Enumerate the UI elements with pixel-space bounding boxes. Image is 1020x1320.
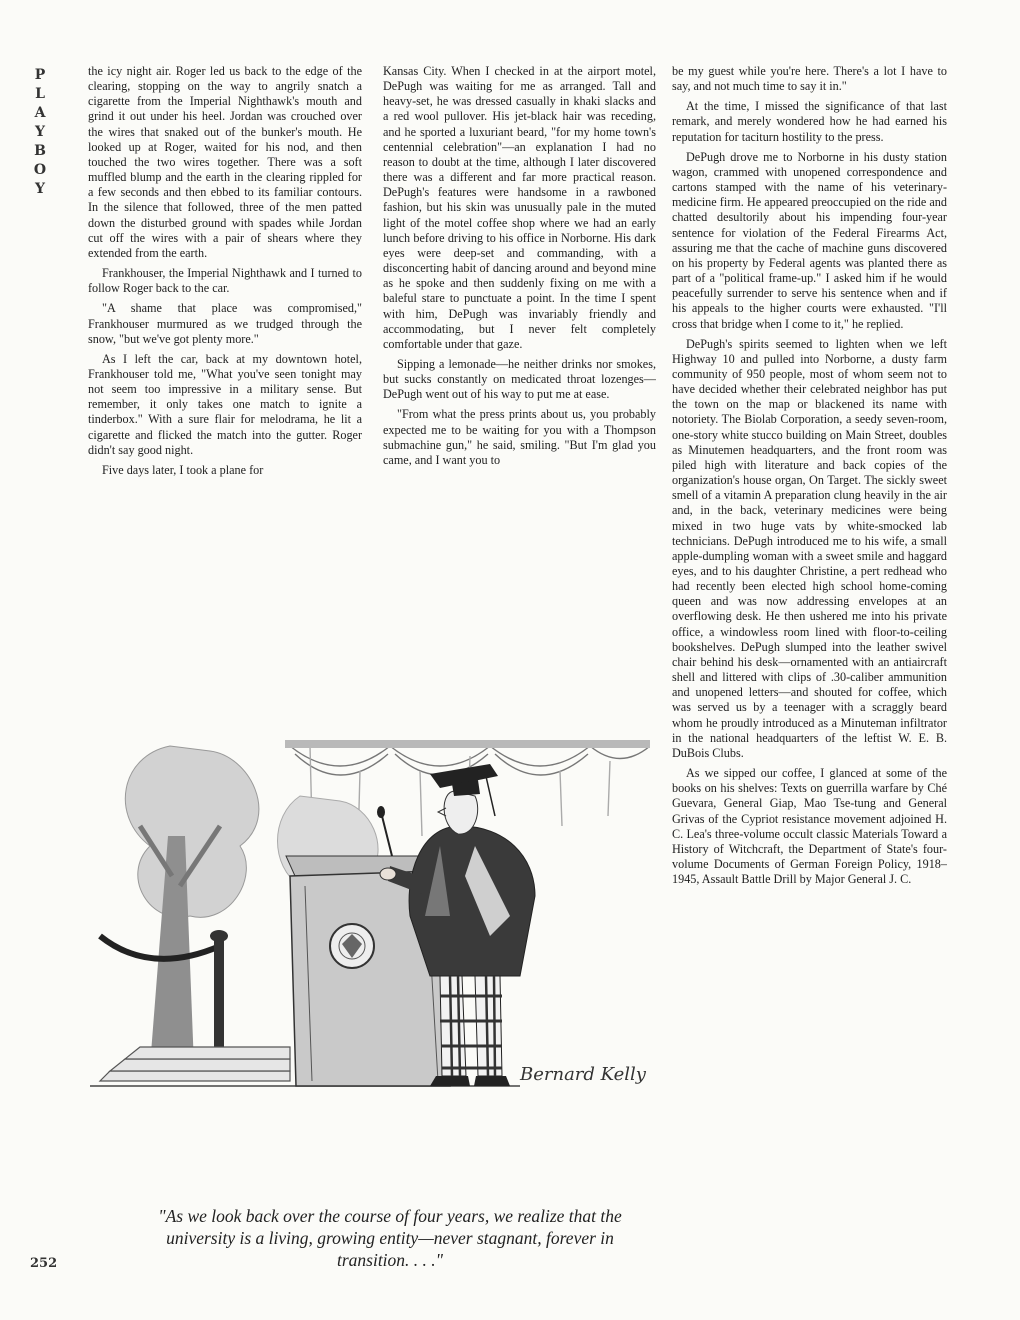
tree-left xyxy=(125,746,259,1066)
masthead-letter: A xyxy=(34,105,46,121)
stage-steps xyxy=(100,1047,290,1081)
paragraph: As I left the car, back at my downtown hotel, Frankhouser told me, "What you've seen tonight may not seem too impressive in a military sense. But remember, it only takes one match to ignite a tinderbox." With a sure flair for melodrama, he lit a cigarette and flicked the match into the gutter. Roger didn't say good night. xyxy=(88,351,362,457)
paragraph: Kansas City. When I checked in at the airport motel, DePugh was waiting for me as arranged. Tall and heavy-set, he was dressed casually in khaki slacks and a red wool pullover. His jet-black hair was receding, and he sported a luxuriant beard, "for my home town's centennial celebration"—an explanation I had no reason to doubt at the time, although I later discovered there was a different and far more practical reason. DePugh's features were handsome in a rawboned fashion, but his skin was unusually pale in the muted light of the motel coffee shop where we had an early lunch before driving to his office in Norborne. His dark eyes were deep-set and commanding, with a disconcerting habit of dancing around and beyond mine as he spoke and then suddenly fixing on me with a baleful stare to punctuate a point. In the time I spent with him, DePugh was invariably friendly and accommodating, but I never felt completely comfortable under that gaze. xyxy=(383,64,656,351)
plaid-trousers xyxy=(440,976,502,1076)
masthead-letter: L xyxy=(35,86,45,102)
paragraph: the icy night air. Roger led us back to the edge of the clearing, stopping on the way to angrily snatch a cigarette from the Imperial Nighthawk's mouth and grind it out under his heel. Jordan was crouched over the wires that snaked out of the bunker's mouth. He looked up at Roger, waited for his nod, and then touched the two wires together. There was a soft muffled blump and the earth in the clearing rippled for a few seconds and then ebbed to its familiar contours. In the silence that followed, three of the men patted down the disturbed ground with spades while Jordan cut off the wires with a pair of shears where they extended from the earth. xyxy=(88,64,362,260)
paragraph: Frankhouser, the Imperial Nighthawk and I turned to follow Roger back to the car. xyxy=(88,266,362,296)
masthead-playboy xyxy=(30,66,50,199)
paragraph: Sipping a lemonade—he neither drinks nor smokes, but sucks constantly on medicated throat lozenges—DePugh went out of his way to put me at ease. xyxy=(383,356,656,402)
paragraph: DePugh drove me to Norborne in his dusty station wagon, crammed with unopened correspondence and cartons stamped with the name of his veterinary-medicine firm. He appeared preoccupied on the ride and chatted desultorily about his impending four-year sentence for violation of the Federal Firearms Act, assuring me that the cache of machine guns discovered on his property by Federal agents was planted there as part of a "political frame-up." I asked him if he would peacefully surrender to serve his sentence when and if his appeals to the higher courts were exhausted. "I'll cross that bridge when I come to it," he replied. xyxy=(672,149,947,331)
paragraph: "A shame that place was compromised," Frankhouser murmured as we trudged through the snow, "but we've got plenty more." xyxy=(88,301,362,346)
page-number: 252 xyxy=(30,1256,58,1271)
microphone xyxy=(382,816,392,856)
masthead-letter: Y xyxy=(35,124,45,140)
paragraph: Five days later, I took a plane for xyxy=(102,462,264,477)
cartoon-caption: "As we look back over the course of four years, we realize that the university is a living, growing entity—never stagnant, forever in transition. . . ." xyxy=(158,1206,622,1270)
drapery-rod xyxy=(285,740,650,748)
masthead-letter: Y xyxy=(35,181,45,197)
article-column-2 xyxy=(383,64,656,664)
paragraph: As we sipped our coffee, I glanced at some of the books on his shelves: Texts on guerrilla warfare by Ché Guevara, General Giap, Mao Tse-tung and General Grivas of the Cypriot resistance movement adjoined H. C. Lea's three-volume occult classic Materials Toward a History of Witchcraft, the Department of State's four-volume Documents of German Foreign Policy, 1918–1945, Assault Battle Drill by Major General J. C. xyxy=(672,766,947,887)
cartoon-illustration xyxy=(90,676,650,1096)
artist-signature: Bernard Kelly xyxy=(520,1064,646,1085)
article-column-1 xyxy=(88,64,362,664)
stanchion xyxy=(214,936,224,1056)
article-column-3 xyxy=(672,64,947,1296)
masthead-letter: P xyxy=(34,67,46,83)
paragraph: "From what the press prints about us, you probably expected me to be waiting for you with a Thompson submachine gun," he said, smiling. "But I'm glad you came, and I want you to xyxy=(383,407,656,467)
masthead-letter: B xyxy=(34,143,46,159)
masthead-letter: O xyxy=(33,162,47,178)
paragraph: DePugh's spirits seemed to lighten when we left Highway 10 and pulled into Norborne, a dusty farm community of 950 people, most of whom seem not to have decided whether their celebrated neighbor has put the town on the map or blackened its name with notoriety. The Biolab Corporation, a seedy seven-room, one-story white stucco building on Main Street, doubles as Minutemen headquarters, and the front room was piled high with literature and back copies of the organization's house organ, On Target. The sickly sweet smell of a vitamin A preparation clung heavily in the air and, in the back, veterinary medicines were being mixed in two huge vats by white-smocked lab technicians. DePugh introduced me to his wife, a small apple-dumpling woman with a sweet smile and haggard eyes, and to his daughter Christine, a pert redhead who had recently been elected high school home-coming queen and was now addressing envelopes at an overflowing desk. He then ushered me into his private office, a windowless room lined with floor-to-ceiling bookshelves. DePugh slumped into the leather swivel chair behind his desk—ornamented with an antiaircraft shell and littered with clips of .30-caliber ammunition and unopened letters—and shouted for coffee, which was served us by a teenager with a scraggly beard whom he proudly introduced as a Minuteman infiltrator in the national headquarters of the leftist W. E. B. DuBois Clubs. xyxy=(672,336,947,760)
paragraph: be my guest while you're here. There's a lot I have to say, and not much time to say it in." xyxy=(672,64,947,94)
paragraph: At the time, I missed the significance of that last remark, and merely wondered how he had earned his reputation for taciturn hostility to the press. xyxy=(672,99,947,144)
tassel xyxy=(485,772,495,816)
